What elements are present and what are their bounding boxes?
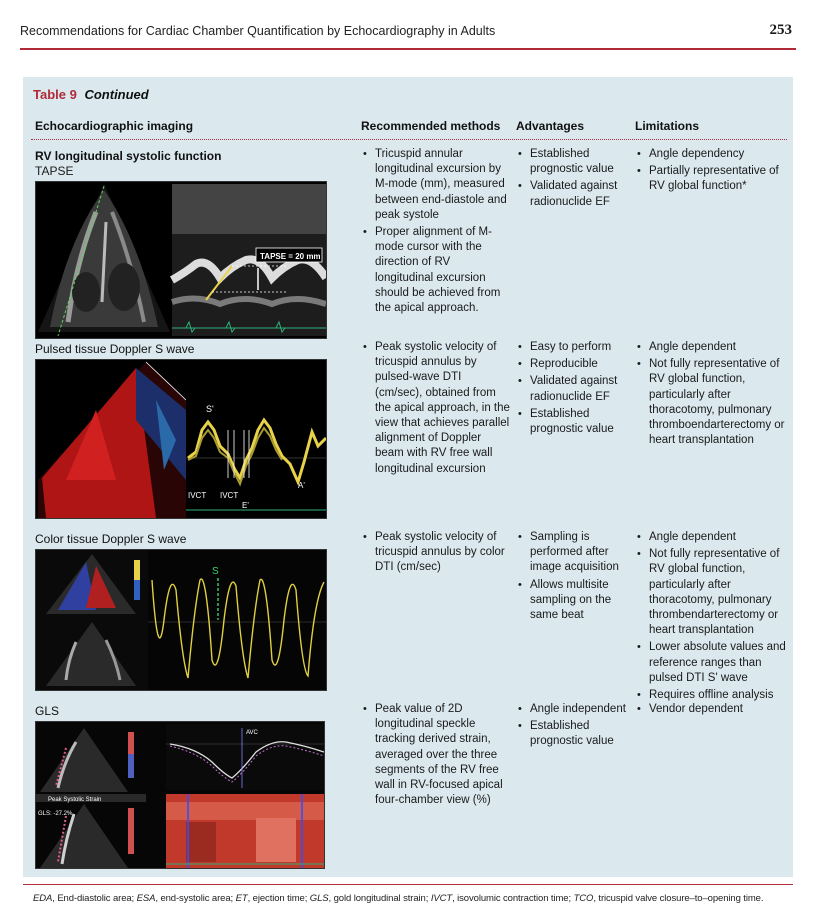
gls-methods [361, 702, 511, 810]
list-item: • Easy to perform [516, 340, 628, 355]
row-color-title: Color tissue Doppler S wave [35, 532, 187, 546]
color-limitations [635, 530, 787, 705]
list-item: • Established prognostic value [516, 147, 628, 177]
color-methods [361, 530, 511, 578]
pulsed-doppler-figure [35, 359, 327, 519]
footnote-abbr: ESA [136, 893, 156, 904]
list-item: • Angle independent [516, 702, 628, 717]
footer-rule [23, 884, 793, 885]
tapse-measure-label: TAPSE = 20 mm [260, 252, 321, 261]
list-item: • Angle dependent [635, 530, 787, 545]
header-dotted-rule [31, 139, 787, 140]
list-item: • Peak systolic velocity of tricuspid annulus by color DTI (cm/sec) [361, 530, 511, 576]
color-advantages [516, 530, 628, 625]
row-pulsed-title: Pulsed tissue Doppler S wave [35, 342, 195, 356]
list-item: • Established prognostic value [516, 719, 628, 749]
page-number: 253 [769, 22, 792, 38]
pulsed-label-ivct-1: IVCT [188, 491, 207, 500]
list-item: • Requires offline analysis [635, 688, 787, 703]
table-panel [23, 77, 793, 877]
tapse-limitations [635, 147, 785, 197]
running-head [20, 22, 796, 44]
list-item: • Angle dependency [635, 147, 785, 162]
list-item: • Partially representative of RV global function* [635, 164, 785, 194]
footnote-abbr: GLS [309, 893, 329, 904]
running-title: Recommendations for Cardiac Chamber Quantification by Echocardiography in Adults [20, 24, 496, 38]
list-item: • Angle dependent [635, 340, 787, 355]
footnote-text: , end-systolic area; [155, 893, 236, 904]
table-continued: Continued [84, 87, 149, 102]
footnote-text: , tricuspid valve closure–to–opening time. [593, 893, 764, 904]
list-item: • Peak value of 2D longitudinal speckle tracking derived strain, averaged over the three segments of the RV free wall in RV-focused apical four-chamber view (%) [361, 702, 511, 808]
footnote-text: , ejection time; [247, 893, 310, 904]
table-caption [33, 87, 149, 102]
list-item: • Validated against radionuclide EF [516, 179, 628, 209]
tapse-echo-sector [38, 184, 170, 336]
pulsed-label-s: S' [206, 404, 214, 414]
tapse-figure [35, 181, 327, 339]
row-gls-title: GLS [35, 704, 60, 718]
footnote-text: , isovolumic contraction time; [452, 893, 574, 904]
tapse-methods [361, 147, 511, 318]
row-tapse-subtitle: TAPSE [35, 164, 74, 178]
header-rule [20, 48, 796, 50]
list-item: • Reproducible [516, 357, 628, 372]
table-label: Table 9 [33, 87, 77, 102]
gls-limitations [635, 702, 787, 719]
gls-advantages [516, 702, 628, 752]
list-item: • Tricuspid annular longitudinal excursion by M-mode (mm), measured between end-diastole and peak systole [361, 147, 511, 223]
pulsed-label-ivct-2: IVCT [220, 491, 239, 500]
gls-label-avc: AVC [246, 730, 258, 736]
footnote-abbr: EDA [33, 893, 53, 904]
col-header-methods: Recommended methods [361, 119, 501, 133]
pulsed-advantages [516, 340, 628, 439]
pulsed-methods [361, 340, 511, 479]
gls-label-value: GLS: -27.2% [38, 811, 73, 817]
footnote-abbr: IVCT [430, 893, 453, 904]
gls-figure [35, 721, 325, 869]
list-item: • Lower absolute values and reference ranges than pulsed DTI S' wave [635, 640, 787, 686]
list-item: • Proper alignment of M-mode cursor with the direction of RV longitudinal excursion should be achieved from the apical approach. [361, 225, 511, 316]
list-item: • Established prognostic value [516, 407, 628, 437]
list-item: • Not fully representative of RV global function, particularly after thoracotomy, pulmonary thrombendarterectomy or heart transplantation [635, 547, 787, 638]
footnote-text: , End-diastolic area; [52, 893, 137, 904]
pulsed-limitations [635, 340, 787, 450]
footnote-abbr: ET [235, 893, 248, 904]
list-item: • Sampling is performed after image acquisition [516, 530, 628, 576]
pulsed-label-e: E' [242, 501, 249, 510]
list-item: • Allows multisite sampling on the same beat [516, 578, 628, 624]
list-item: • Validated against radionuclide EF [516, 374, 628, 404]
list-item: • Vendor dependent [635, 702, 787, 717]
footnote-text: , gold longitudinal strain; [328, 893, 431, 904]
tapse-advantages [516, 147, 628, 212]
pulsed-label-a: A' [298, 481, 305, 490]
color-label-s: S [212, 566, 219, 577]
col-header-imaging: Echocardiographic imaging [35, 119, 194, 133]
color-doppler-figure [35, 549, 327, 691]
row-tapse-title: RV longitudinal systolic function [35, 149, 222, 163]
col-header-advantages: Advantages [516, 119, 585, 133]
col-header-limitations: Limitations [635, 119, 700, 133]
table-footnote [33, 893, 793, 904]
list-item: • Not fully representative of RV global function, particularly after thoracotomy, pulmonary thromboendarterectomy or heart transplantation [635, 357, 787, 448]
gls-label-peak: Peak Systolic Strain [48, 797, 102, 803]
list-item: • Peak systolic velocity of tricuspid annulus by pulsed-wave DTI (cm/sec), obtained from the apical approach, in the view that achieves parallel alignment of Doppler beam with RV free wall longitudinal excursion [361, 340, 511, 477]
footnote-abbr: TCO [573, 893, 594, 904]
